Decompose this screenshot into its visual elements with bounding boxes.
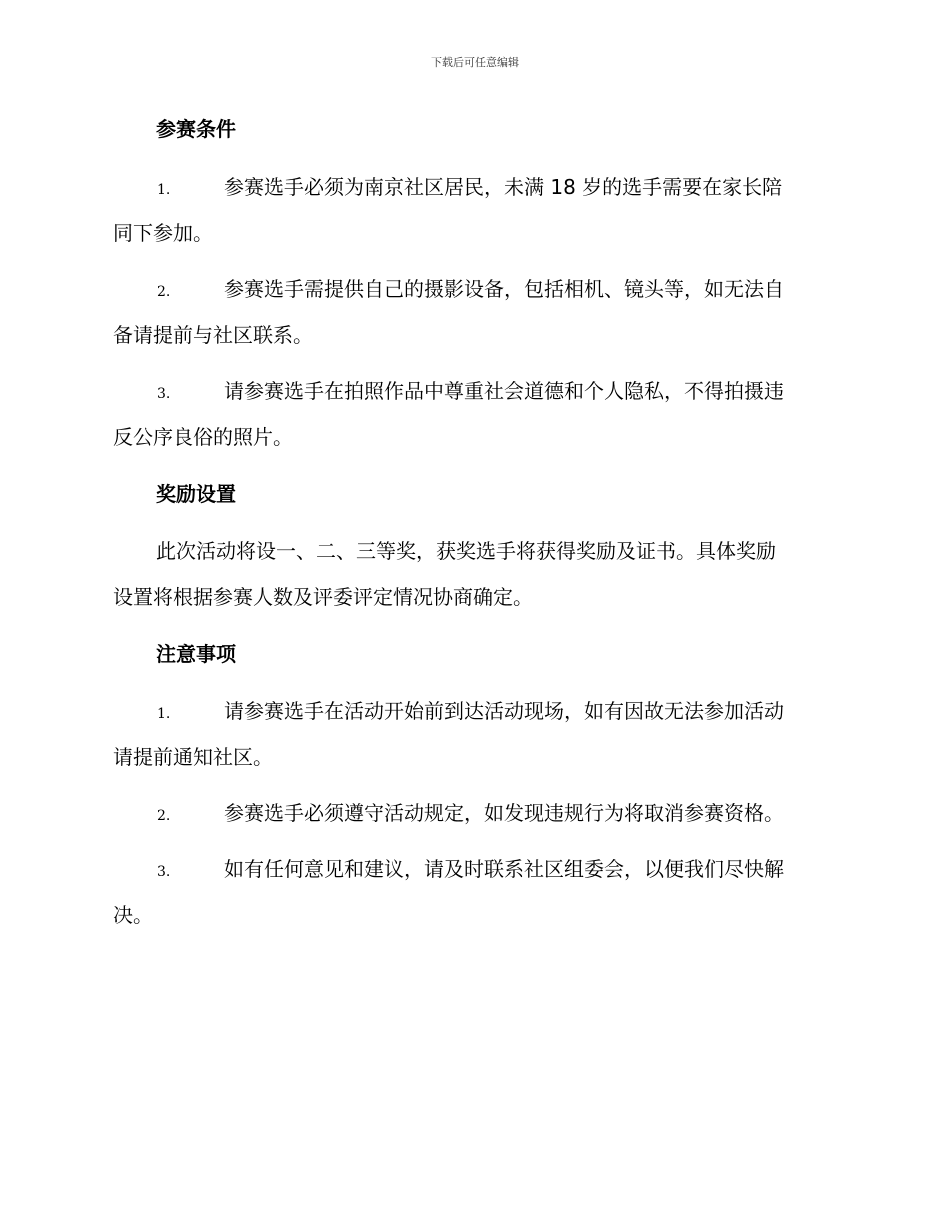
awards-paragraph	[113, 536, 833, 612]
paragraph-text-continued: 设置将根据参赛人数及评委评定情况协商确定。	[113, 585, 533, 609]
list-item-text-continued: 决。	[113, 903, 153, 927]
list-item-text-continued: 备请提前与社区联系。	[113, 323, 313, 347]
list-number: 2.	[157, 808, 171, 824]
list-item-text: 参赛选手需提供自己的摄影设备，包括相机、镜头等，如无法自	[224, 277, 784, 301]
section-heading-eligibility: 参赛条件	[156, 117, 236, 141]
list-item-text: 参赛选手必须为南京社区居民，未满 18 岁的选手需要在家长陪	[224, 175, 783, 199]
list-item	[113, 696, 833, 772]
list-item	[113, 274, 833, 350]
list-item-text: 参赛选手必须遵守活动规定，如发现违规行为将取消参赛资格。	[224, 801, 784, 825]
list-item-text: 请参赛选手在拍照作品中尊重社会道德和个人隐私，不得拍摄违	[224, 379, 784, 403]
section-heading-awards: 奖励设置	[156, 482, 236, 506]
list-item-text: 请参赛选手在活动开始前到达活动现场，如有因故无法参加活动	[224, 699, 784, 723]
list-item	[113, 854, 833, 930]
section-heading-notes: 注意事项	[156, 642, 236, 666]
page-header: 下载后可任意编辑	[431, 56, 519, 69]
list-item	[113, 172, 833, 248]
list-item-text: 如有任何意见和建议，请及时联系社区组委会，以便我们尽快解	[224, 857, 784, 881]
list-number: 2.	[157, 284, 171, 300]
paragraph-text: 此次活动将设一、二、三等奖，获奖选手将获得奖励及证书。具体奖励	[156, 539, 776, 563]
list-item-text-continued: 反公序良俗的照片。	[113, 425, 293, 449]
list-item-text-continued: 同下参加。	[113, 221, 213, 245]
list-number: 3.	[157, 386, 171, 402]
list-number: 1.	[157, 706, 171, 722]
list-item	[113, 376, 833, 452]
list-item-text-continued: 请提前通知社区。	[113, 745, 273, 769]
list-number: 3.	[157, 864, 171, 880]
list-item	[113, 798, 833, 828]
list-number: 1.	[157, 182, 171, 198]
